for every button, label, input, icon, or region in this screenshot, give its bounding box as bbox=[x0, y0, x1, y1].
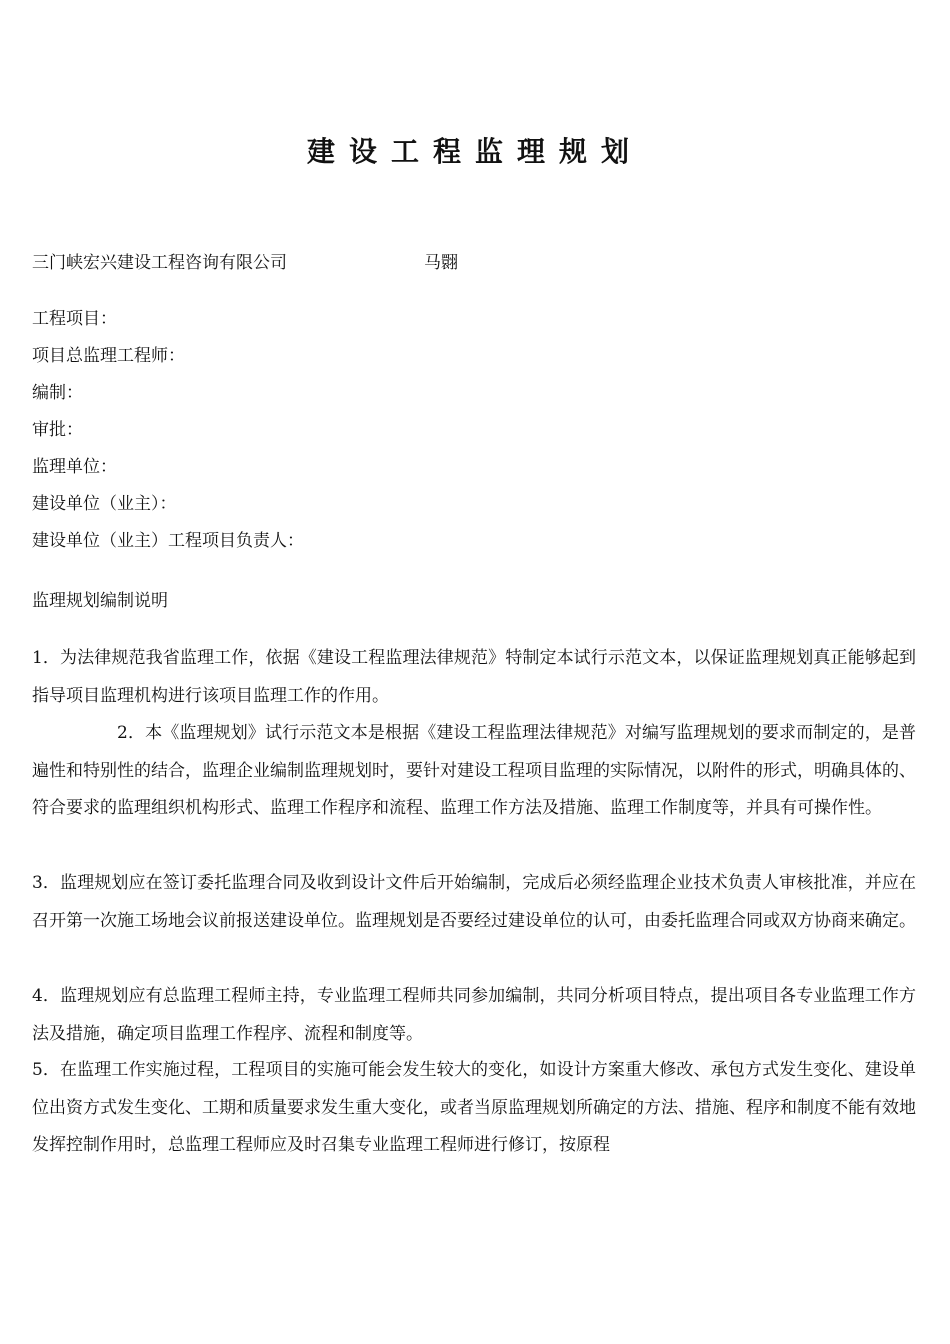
field-approved-by: 审批： bbox=[32, 420, 83, 440]
info-fields bbox=[32, 306, 304, 565]
field-construction-unit: 建设单位（业主）： bbox=[32, 494, 177, 514]
field-project: 工程项目： bbox=[32, 309, 117, 329]
field-owner-project-lead: 建设单位（业主）工程项目负责人： bbox=[32, 531, 304, 551]
paragraph-3: 3．监理规划应在签订委托监理合同及收到设计文件后开始编制，完成后必须经监理企业技术负责人审核批准，并应在召开第一次施工场地会议前报送建设单位。监理规划是否要经过建设单位的认可，由委托监理合同或双方协商来确定。 bbox=[32, 873, 916, 931]
paragraph-5: 5．在监理工作实施过程，工程项目的实施可能会发生较大的变化，如设计方案重大修改、承包方式发生变化、建设单位出资方式发生变化、工期和质量要求发生重大变化，或者当原监理规划所确定的方法、措施、程序和制度不能有效地发挥控制作用时，总监理工程师应及时召集专业监理工程师进行修订，按原程 bbox=[32, 1060, 916, 1155]
organization-name: 三门峡宏兴建设工程咨询有限公司 bbox=[32, 253, 287, 273]
author-name: 马翾 bbox=[424, 253, 458, 273]
section-title: 监理规划编制说明 bbox=[32, 591, 168, 611]
paragraph-2: 2．本《监理规划》试行示范文本是根据《建设工程监理法律规范》对编写监理规划的要求而制定的，是普遍性和特别性的结合，监理企业编制监理规划时，要针对建设工程项目监理的实际情况，以附件的形式，明确具体的、符合要求的监理组织机构形式、监理工作程序和流程、监理工作方法及措施、监理工作制度等，并具有可操作性。 bbox=[32, 723, 916, 818]
paragraph-1: 1．为法律规范我省监理工作，依据《建设工程监理法律规范》特制定本试行示范文本，以保证监理规划真正能够起到指导项目监理机构进行该项目监理工作的作用。 bbox=[32, 648, 916, 706]
field-supervision-unit: 监理单位： bbox=[32, 457, 117, 477]
field-compiled-by: 编制： bbox=[32, 383, 83, 403]
organization-line bbox=[32, 250, 458, 276]
field-chief-supervisor: 项目总监理工程师： bbox=[32, 346, 185, 366]
document-title: 建设工程监理规划 bbox=[306, 135, 643, 168]
paragraph-4: 4．监理规划应有总监理工程师主持，专业监理工程师共同参加编制，共同分析项目特点，提出项目各专业监理工作方法及措施，确定项目监理工作程序、流程和制度等。 bbox=[32, 986, 916, 1044]
